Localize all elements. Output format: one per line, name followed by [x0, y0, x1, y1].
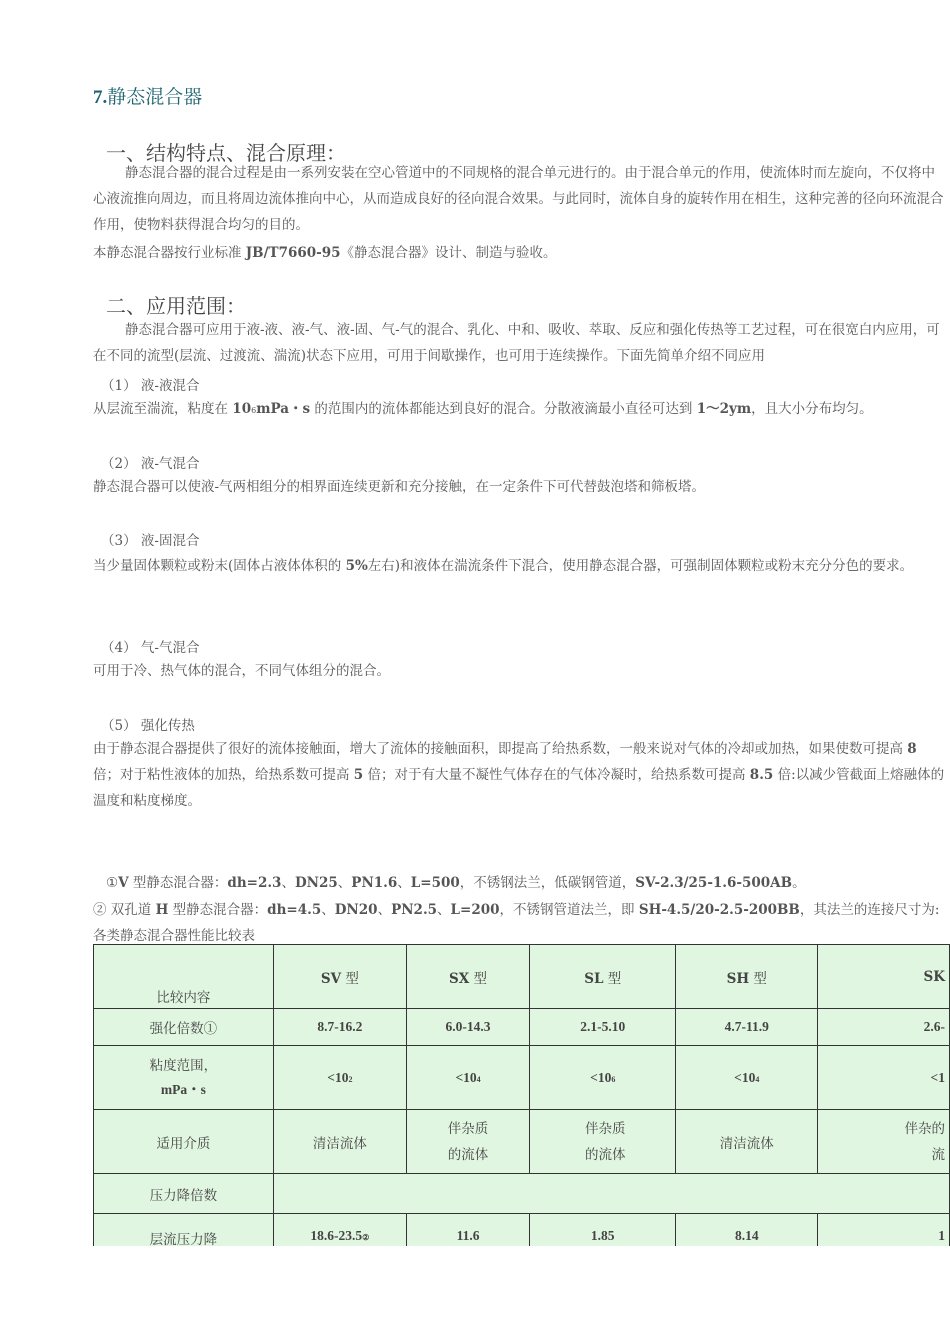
table-cell: 2.6-: [818, 1009, 950, 1046]
table-cell: <106: [530, 1046, 676, 1110]
table-cell: 清洁流体: [273, 1110, 406, 1174]
standard-line: 本静态混合器按行业标准 JB/T7660-95《静态混合器》设计、制造与验收。: [93, 245, 557, 261]
item-label-liquid-liquid: （1） 液-液混合: [101, 378, 200, 394]
table-cell: 1.85: [530, 1214, 676, 1247]
comparison-table: [93, 944, 950, 1246]
header-cell-compare: 比较内容: [94, 945, 274, 1009]
item-label-gas-gas: （4） 气-气混合: [101, 640, 200, 656]
table-cell: 18.6-23.5②: [273, 1214, 406, 1247]
item-text-liquid-gas: 静态混合器可以使液-气两相组分的相界面连续更新和充分接触，在一定条件下可代替鼓泡塔和筛板塔。: [93, 479, 706, 495]
table-cell: 清洁流体: [676, 1110, 818, 1174]
row-label: 粘度范围， mPa・s: [94, 1046, 274, 1110]
table-cell: 伴杂质 的流体: [407, 1110, 530, 1174]
section-heading-application: 二、应用范围：: [106, 294, 246, 318]
section-heading-structure: 一、结构特点、混合原理：: [106, 141, 346, 165]
table-row: [94, 1046, 950, 1110]
table-cell: 6.0-14.3: [407, 1009, 530, 1046]
table-cell: 4.7-11.9: [676, 1009, 818, 1046]
header-cell-sk: SK: [818, 945, 950, 1009]
table-caption: 各类静态混合器性能比较表: [93, 928, 255, 944]
item-text-heat-transfer: 由于静态混合器提供了很好的流体接触面，增大了流体的接触面积，即提高了给热系数，一般来说对气体的冷却或加热，如果使数可提高 8 倍；对于粘性液体的加热，给热系数可提高 5 倍；对于有大量不凝性气体存在的气体冷凝时，给热系数可提高 8.5 倍:以减少管截面上熔融体的温度和粘度梯度。: [93, 741, 945, 809]
table-header-row: [94, 945, 950, 1009]
table-row: [94, 1009, 950, 1046]
table-cell: <102: [273, 1046, 406, 1110]
item-text-liquid-liquid: 从层流至湍流，粘度在 106mPa・s 的范围内的流体都能达到良好的混合。分散液滴最小直径可达到 1～2ym，且大小分布均匀。: [93, 401, 873, 417]
note-h-type: ② 双孔道 H 型静态混合器：dh=4.5、DN20、PN2.5、L=200，不锈钢管道法兰，即 SH-4.5/20-2.5-200BB，其法兰的连接尺寸为:: [93, 902, 940, 918]
table-cell: 8.7-16.2: [273, 1009, 406, 1046]
header-cell-sv: SV 型: [273, 945, 406, 1009]
table-cell: <104: [676, 1046, 818, 1110]
section-paragraph-structure: 静态混合器的混合过程是由一系列安装在空心管道中的不同规格的混合单元进行的。由于混合单元的作用，使流体时而左旋向，不仅将中心液流推向周边，而且将周边流体推向中心，从而造成良好的径向混合效果。与此同时，流体自身的旋转作用在相生，这种完善的径向环流混合作用，使物料获得混合均匀的目的。: [93, 165, 944, 233]
table-row: [94, 1174, 950, 1214]
table-cell: 2.1-5.10: [530, 1009, 676, 1046]
note-v-type: ①V 型静态混合器：dh=2.3、DN25、PN1.6、L=500，不锈钢法兰，低碳钢管道，SV-2.3/25-1.6-500AB。: [106, 875, 806, 891]
table-cell-merged: [273, 1174, 949, 1214]
row-label: 层流压力降: [94, 1214, 274, 1247]
item-label-liquid-gas: （2） 液-气混合: [101, 456, 200, 472]
page-title: 7.静态混合器: [93, 86, 203, 108]
table-cell: <1: [818, 1046, 950, 1110]
table-cell: 1: [818, 1214, 950, 1247]
header-cell-sl: SL 型: [530, 945, 676, 1009]
row-label: 适用介质: [94, 1110, 274, 1174]
item-text-liquid-solid: 当少量固体颗粒或粉末(固体占液体体积的 5%左右)和液体在湍流条件下混合，使用静态混合器，可强制固体颗粒或粉末充分分色的要求。: [93, 558, 914, 574]
row-label: 压力降倍数: [94, 1174, 274, 1214]
item-label-heat-transfer: （5） 强化传热: [101, 718, 195, 734]
table-cell: <104: [407, 1046, 530, 1110]
header-cell-sh: SH 型: [676, 945, 818, 1009]
header-cell-sx: SX 型: [407, 945, 530, 1009]
table-cell: 8.14: [676, 1214, 818, 1247]
table-cell: 伴杂的 流: [818, 1110, 950, 1174]
table-row: [94, 1214, 950, 1247]
section-paragraph-application: 静态混合器可应用于液-液、液-气、液-固、气-气的混合、乳化、中和、吸收、萃取、反应和强化传热等工艺过程，可在很宽白内应用，可在不同的流型(层流、过渡流、湍流)状态下应用，可用于间歇操作，也可用于连续操作。下面先简单介绍不同应用: [93, 322, 940, 364]
item-text-gas-gas: 可用于冷、热气体的混合，不同气体组分的混合。: [93, 663, 390, 679]
table-row: [94, 1110, 950, 1174]
table-cell: 11.6: [407, 1214, 530, 1247]
item-label-liquid-solid: （3） 液-固混合: [101, 533, 200, 549]
table-cell: 伴杂质 的流体: [530, 1110, 676, 1174]
row-label: 强化倍数①: [94, 1009, 274, 1046]
